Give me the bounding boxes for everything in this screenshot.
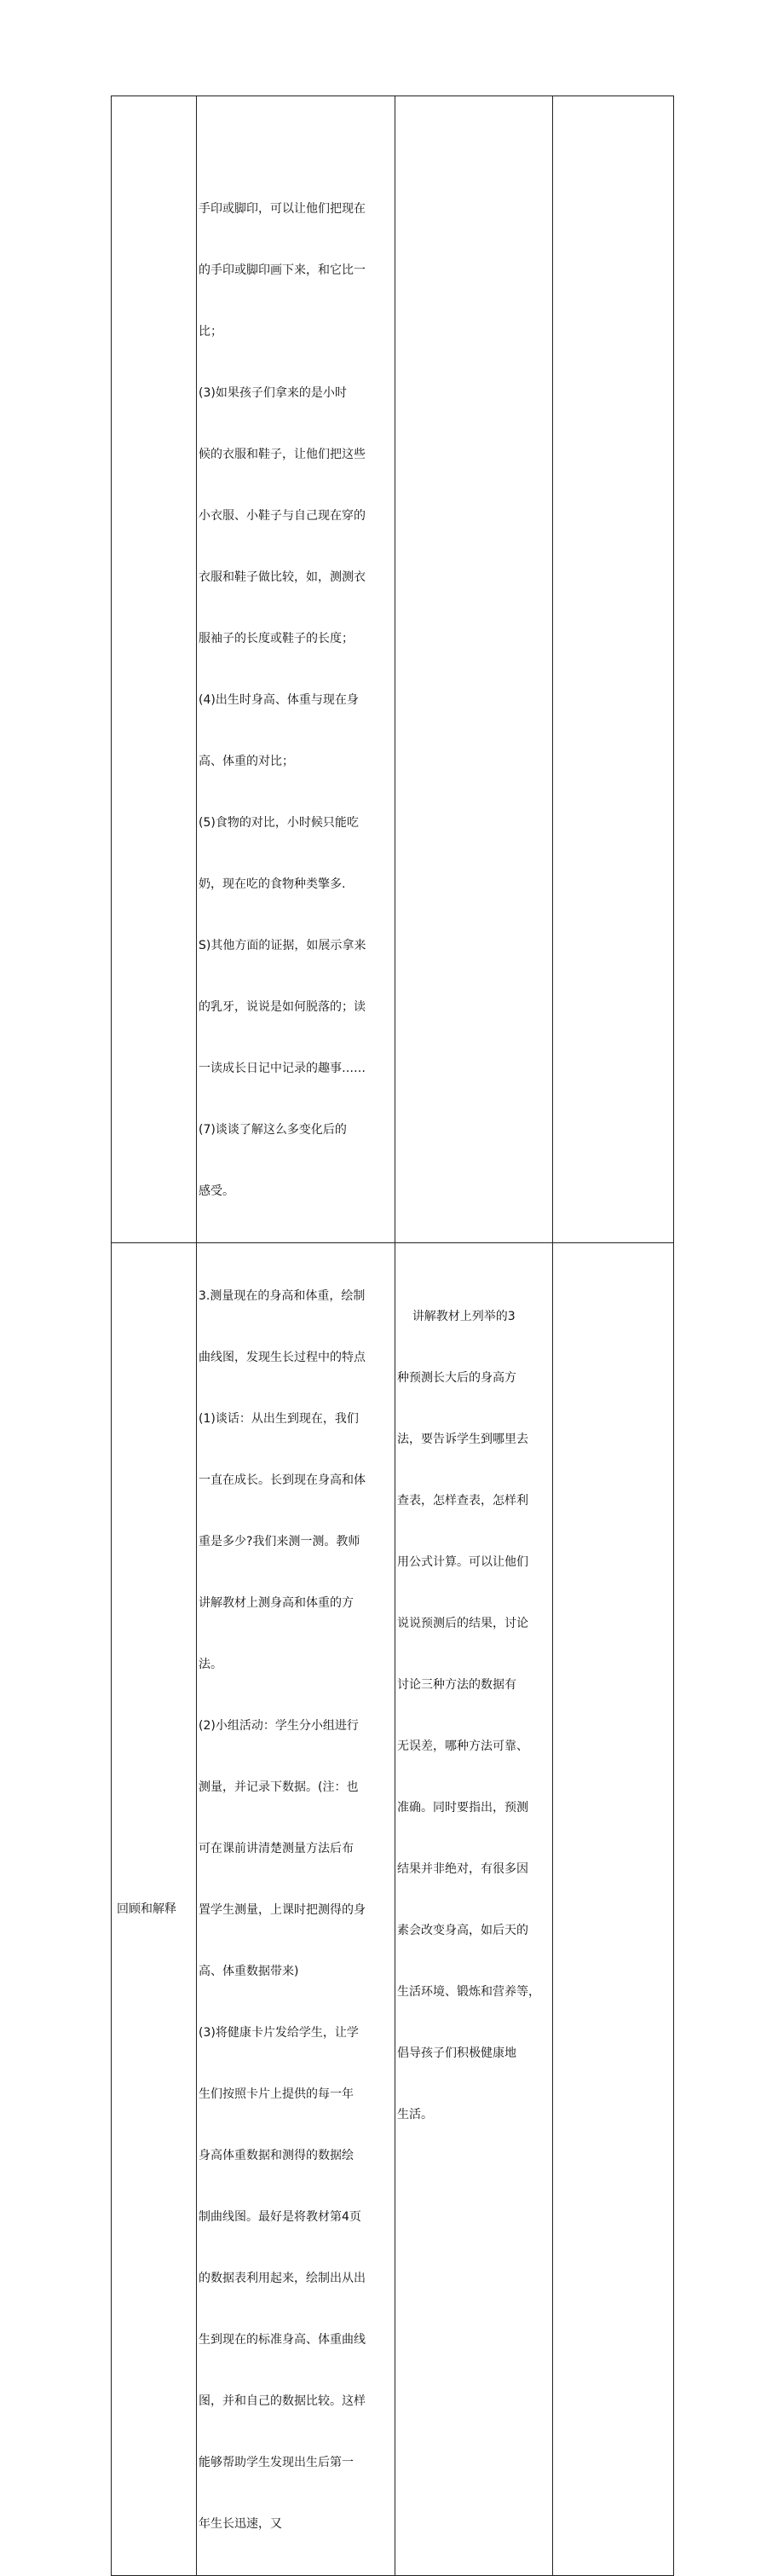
text-line: 无误差，哪种方法可靠、: [397, 1740, 528, 1753]
teaching-activity-cell: [197, 1243, 395, 2576]
text-line: 生活环境、锻炼和营养等，: [397, 1985, 540, 1999]
text-line: 奶，现在吃的食物种类擎多.: [199, 877, 346, 891]
text-line: 比；: [199, 325, 222, 339]
text-line: 3.测量现在的身高和体重，绘制: [199, 1289, 366, 1303]
note-cell: [553, 1243, 674, 2576]
text-line: 小衣服、小鞋子与自己现在穿的: [199, 509, 366, 523]
text-line: 曲线图，发现生长过程中的特点: [199, 1351, 366, 1364]
text-line: 法。: [199, 1658, 222, 1671]
text-line: 一直在成长。长到现在身高和体: [199, 1473, 366, 1487]
stage-cell: [112, 1243, 197, 2576]
text-line: 候的衣服和鞋子，让他们把这些: [199, 448, 366, 461]
text-line: 重是多少?我们来测一测。教师: [199, 1535, 360, 1548]
text-line: 讲解教材上测身高和体重的方: [199, 1596, 354, 1610]
text-line: 衣服和鞋子做比较，如，测测衣: [199, 570, 366, 584]
text-line: 结果并非绝对，有很多因: [397, 1862, 528, 1876]
text-line: 讨论三种方法的数据有: [397, 1678, 516, 1692]
text-line: 的手印或脚印画下来，和它比一: [199, 263, 366, 277]
text-line: 生到现在的标准身高、体重曲线: [199, 2333, 366, 2347]
text-line: 高、体重数据带来): [199, 1965, 299, 1978]
text-line: (5)食物的对比，小时候只能吃: [199, 816, 359, 830]
text-line: 一读成长日记中记录的趣事……: [199, 1062, 366, 1075]
text-line: 感受。: [199, 1184, 234, 1198]
text-line: 测量，并记录下数据。(注：也: [199, 1780, 359, 1794]
text-line: (4)出生时身高、体重与现在身: [199, 693, 359, 707]
stage-cell: [112, 96, 197, 1243]
text-line: 准确。同时要指出，预测: [397, 1801, 528, 1815]
text-line: 的数据表利用起来，绘制出从出: [199, 2272, 366, 2285]
text-line: 说说预测后的结果，讨论: [397, 1617, 528, 1630]
note-cell: [553, 96, 674, 1243]
text-line: 年生长迅速，又: [199, 2517, 282, 2531]
text-line: 生活。: [397, 2108, 433, 2122]
text-line: 讲解教材上列举的3: [397, 1310, 516, 1323]
text-line: 制曲线图。最好是将教材第4页: [199, 2210, 361, 2224]
explanation-cell: [395, 1243, 553, 2576]
text-line: 图，并和自己的数据比较。这样: [199, 2394, 366, 2408]
text-line: 用公式计算。可以让他们: [397, 1555, 528, 1569]
explanation-text: [395, 1243, 552, 2166]
stage-label: 回顾和解释: [117, 1902, 176, 1916]
table-row: [112, 96, 674, 1243]
text-line: 法，要告诉学生到哪里去: [397, 1433, 528, 1446]
text-line: 可在课前讲清楚测量方法后布: [199, 1842, 354, 1855]
teaching-activity-text: [197, 1243, 395, 2575]
text-line: 查表，怎样查表，怎样利: [397, 1494, 528, 1508]
explanation-cell: [395, 96, 553, 1243]
text-line: 置学生测量，上课时把测得的身: [199, 1903, 366, 1917]
table-row: [112, 1243, 674, 2576]
text-line: (2)小组活动：学生分小组进行: [199, 1719, 359, 1733]
lesson-plan-table: [111, 96, 674, 2576]
text-line: (7)谈谈了解这么多变化后的: [199, 1123, 347, 1137]
text-line: 种预测长大后的身高方: [397, 1371, 516, 1385]
teaching-activity-cell: [197, 96, 395, 1243]
text-line: 手印或脚印，可以让他们把现在: [199, 202, 366, 216]
text-line: (1)谈话：从出生到现在，我们: [199, 1412, 359, 1426]
teaching-activity-text: [197, 96, 395, 1242]
text-line: 服袖子的长度或鞋子的长度；: [199, 632, 354, 645]
text-line: 倡导孩子们积极健康地: [397, 2046, 516, 2060]
text-line: 身高体重数据和测得的数据绘: [199, 2149, 354, 2162]
text-line: S)其他方面的证据，如展示拿来: [199, 939, 366, 952]
text-line: (3)将健康卡片发给学生，让学: [199, 2026, 359, 2040]
text-line: 的乳牙，说说是如何脱落的；读: [199, 1000, 366, 1014]
text-line: 素会改变身高，如后天的: [397, 1924, 528, 1937]
text-line: (3)如果孩子们拿来的是小时: [199, 386, 347, 400]
text-line: 生们按照卡片上提供的每一年: [199, 2087, 354, 2101]
text-line: 能够帮助学生发现出生后第一: [199, 2456, 354, 2469]
text-line: 高、体重的对比；: [199, 755, 294, 768]
